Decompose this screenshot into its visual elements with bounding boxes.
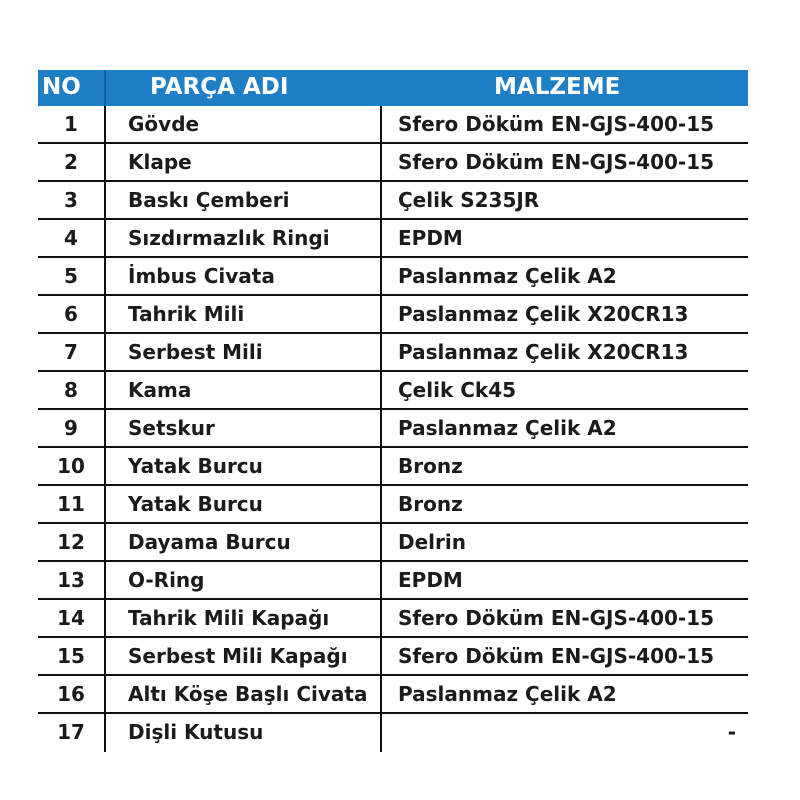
part-material: Paslanmaz Çelik X20CR13 [398, 302, 689, 326]
part-name: Kama [128, 378, 192, 402]
column-divider [380, 372, 382, 410]
column-divider [104, 372, 106, 410]
column-divider [104, 410, 106, 448]
row-number: 14 [57, 606, 85, 630]
column-divider [380, 258, 382, 296]
column-divider [380, 182, 382, 220]
part-name: İmbus Civata [128, 264, 275, 288]
part-material: Bronz [398, 454, 463, 478]
column-divider [104, 600, 106, 638]
part-material: Paslanmaz Çelik A2 [398, 416, 617, 440]
row-number: 17 [57, 720, 85, 744]
column-divider [104, 144, 106, 182]
part-name: Dişli Kutusu [128, 720, 264, 744]
table-row [38, 258, 748, 296]
column-divider [104, 334, 106, 372]
part-name: Yatak Burcu [128, 454, 263, 478]
column-divider [380, 448, 382, 486]
row-number: 16 [57, 682, 85, 706]
part-name: Altı Köşe Başlı Civata [128, 682, 368, 706]
column-divider [104, 258, 106, 296]
table-row [38, 600, 748, 638]
part-name: Serbest Mili [128, 340, 263, 364]
part-material: Çelik Ck45 [398, 378, 517, 402]
row-number: 11 [57, 492, 85, 516]
column-divider [380, 600, 382, 638]
header-divider [104, 70, 106, 106]
column-divider [104, 638, 106, 676]
column-divider [380, 638, 382, 676]
column-divider [380, 144, 382, 182]
table-row [38, 220, 748, 258]
part-material: EPDM [398, 568, 463, 592]
row-number: 13 [57, 568, 85, 592]
column-divider [380, 106, 382, 144]
column-divider [104, 714, 106, 752]
table-row [38, 638, 748, 676]
part-name: Dayama Burcu [128, 530, 291, 554]
row-number: 1 [64, 112, 78, 136]
table-row [38, 334, 748, 372]
table-header [38, 70, 748, 106]
part-name: O-Ring [128, 568, 205, 592]
part-material: EPDM [398, 226, 463, 250]
row-number: 15 [57, 644, 85, 668]
parts-table [38, 70, 748, 752]
column-divider [104, 486, 106, 524]
table-row [38, 524, 748, 562]
column-divider [380, 714, 382, 752]
header-material: MALZEME [494, 74, 621, 100]
part-material: Sfero Döküm EN-GJS-400-15 [398, 112, 715, 136]
part-name: Tahrik Mili Kapağı [128, 606, 330, 630]
part-name: Setskur [128, 416, 215, 440]
column-divider [380, 562, 382, 600]
column-divider [380, 220, 382, 258]
column-divider [104, 106, 106, 144]
part-material: Sfero Döküm EN-GJS-400-15 [398, 150, 715, 174]
part-name: Klape [128, 150, 192, 174]
row-number: 8 [64, 378, 78, 402]
row-number: 3 [64, 188, 78, 212]
column-divider [104, 676, 106, 714]
row-number: 6 [64, 302, 78, 326]
table-body [38, 106, 748, 752]
part-name: Serbest Mili Kapağı [128, 644, 348, 668]
part-material: Paslanmaz Çelik X20CR13 [398, 340, 689, 364]
part-name: Gövde [128, 112, 200, 136]
table-row [38, 144, 748, 182]
table-row [38, 106, 748, 144]
part-material: Çelik S235JR [398, 188, 540, 212]
column-divider [104, 296, 106, 334]
part-material: Paslanmaz Çelik A2 [398, 682, 617, 706]
row-number: 10 [57, 454, 85, 478]
column-divider [104, 562, 106, 600]
part-material: Sfero Döküm EN-GJS-400-15 [398, 606, 715, 630]
part-name: Sızdırmazlık Ringi [128, 226, 330, 250]
table-row [38, 448, 748, 486]
row-number: 9 [64, 416, 78, 440]
table-row [38, 296, 748, 334]
column-divider [380, 334, 382, 372]
column-divider [104, 220, 106, 258]
table-row [38, 372, 748, 410]
column-divider [104, 448, 106, 486]
row-number: 12 [57, 530, 85, 554]
column-divider [104, 182, 106, 220]
column-divider [380, 296, 382, 334]
part-material: - [727, 720, 736, 744]
row-number: 7 [64, 340, 78, 364]
part-name: Tahrik Mili [128, 302, 245, 326]
part-name: Yatak Burcu [128, 492, 263, 516]
table-row [38, 182, 748, 220]
table-row [38, 676, 748, 714]
table-row [38, 410, 748, 448]
part-material: Sfero Döküm EN-GJS-400-15 [398, 644, 715, 668]
table-row [38, 562, 748, 600]
column-divider [380, 486, 382, 524]
column-divider [380, 410, 382, 448]
table-row [38, 714, 748, 752]
column-divider [380, 676, 382, 714]
table-row [38, 486, 748, 524]
part-material: Bronz [398, 492, 463, 516]
row-number: 5 [64, 264, 78, 288]
column-divider [104, 524, 106, 562]
row-number: 4 [64, 226, 78, 250]
column-divider [380, 524, 382, 562]
part-name: Baskı Çemberi [128, 188, 290, 212]
part-material: Paslanmaz Çelik A2 [398, 264, 617, 288]
part-material: Delrin [398, 530, 466, 554]
header-no: NO [42, 74, 81, 100]
row-number: 2 [64, 150, 78, 174]
header-part-name: PARÇA ADI [150, 74, 289, 100]
